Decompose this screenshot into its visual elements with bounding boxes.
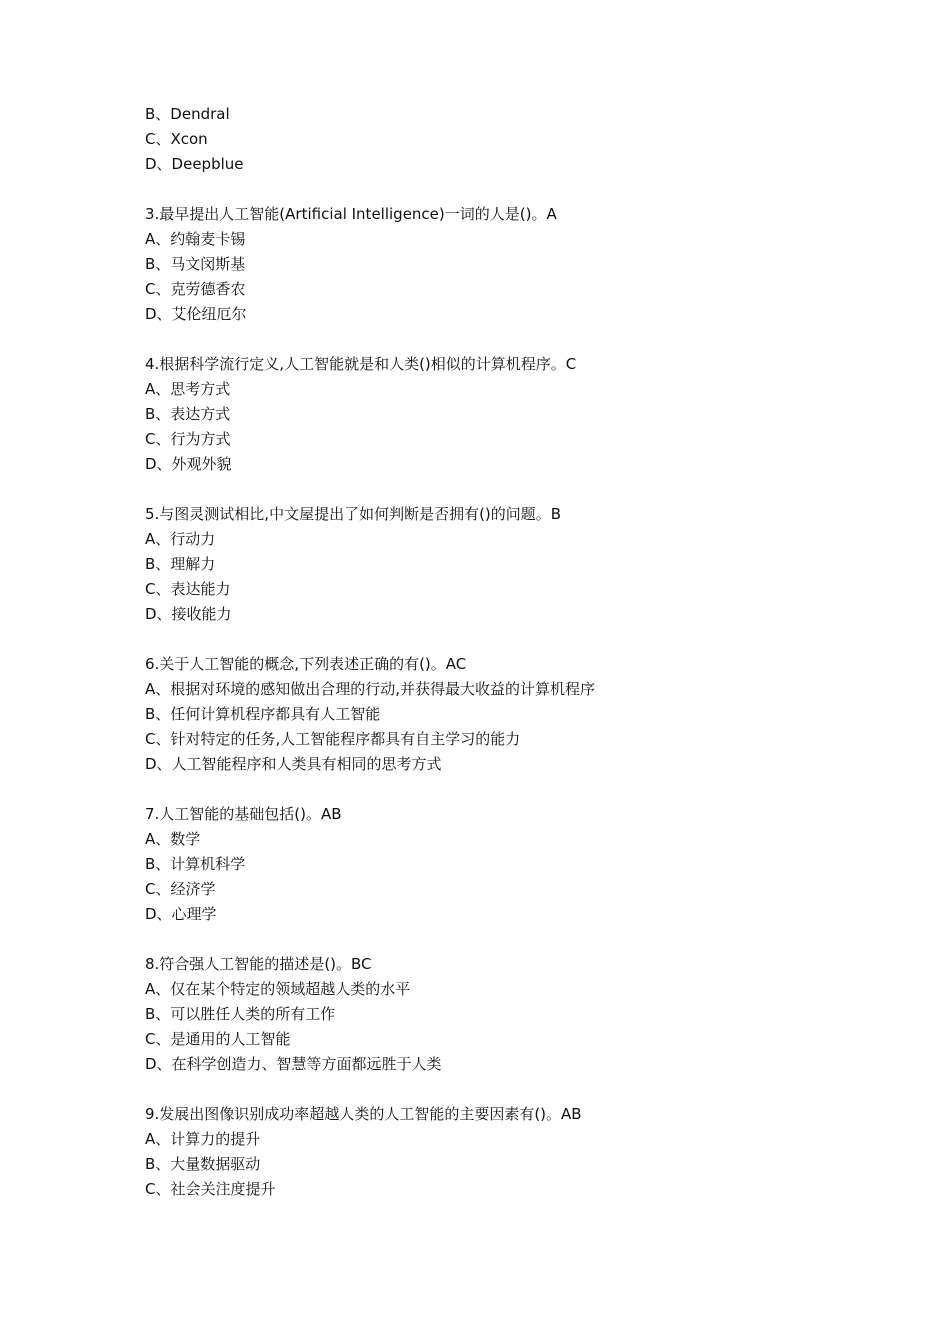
option-line: B、Dendral (145, 105, 230, 123)
option-line: C、是通用的人工智能 (145, 1030, 291, 1048)
option-line: D、Deepblue (145, 155, 244, 173)
option-line: C、针对特定的任务,人工智能程序都具有自主学习的能力 (145, 730, 521, 748)
spacer (145, 177, 845, 202)
option-line: A、思考方式 (145, 380, 231, 398)
question-line: 3.最早提出人工智能(Artificial Intelligence)一词的人是()。A (145, 205, 557, 223)
spacer (145, 777, 845, 802)
option-line: C、行为方式 (145, 430, 231, 448)
option-line: D、艾伦纽厄尔 (145, 305, 247, 323)
question-line: 4.根据科学流行定义,人工智能就是和人类()相似的计算机程序。C (145, 355, 577, 373)
option-line: D、接收能力 (145, 605, 232, 623)
question-line: 9.发展出图像识别成功率超越人类的人工智能的主要因素有()。AB (145, 1105, 582, 1123)
spacer (145, 627, 845, 652)
option-line: C、社会关注度提升 (145, 1180, 276, 1198)
option-line: A、根据对环境的感知做出合理的行动,并获得最大收益的计算机程序 (145, 680, 596, 698)
spacer (145, 477, 845, 502)
quiz-content (145, 102, 845, 1202)
option-line: A、行动力 (145, 530, 216, 548)
option-line: B、理解力 (145, 555, 216, 573)
option-line: A、仅在某个特定的领域超越人类的水平 (145, 980, 411, 998)
spacer (145, 327, 845, 352)
question-line: 7.人工智能的基础包括()。AB (145, 805, 342, 823)
spacer (145, 927, 845, 952)
option-line: C、Xcon (145, 130, 208, 148)
question-line: 8.符合强人工智能的描述是()。BC (145, 955, 372, 973)
option-line: C、表达能力 (145, 580, 231, 598)
question-line: 5.与图灵测试相比,中文屋提出了如何判断是否拥有()的问题。B (145, 505, 562, 523)
option-line: B、计算机科学 (145, 855, 246, 873)
option-line: B、可以胜任人类的所有工作 (145, 1005, 336, 1023)
option-line: C、经济学 (145, 880, 216, 898)
option-line: D、在科学创造力、智慧等方面都远胜于人类 (145, 1055, 442, 1073)
option-line: B、表达方式 (145, 405, 231, 423)
option-line: C、克劳德香农 (145, 280, 246, 298)
option-line: D、心理学 (145, 905, 217, 923)
question-line: 6.关于人工智能的概念,下列表述正确的有()。AC (145, 655, 467, 673)
option-line: B、大量数据驱动 (145, 1155, 261, 1173)
spacer (145, 1077, 845, 1102)
option-line: A、约翰麦卡锡 (145, 230, 246, 248)
option-line: B、马文闵斯基 (145, 255, 246, 273)
option-line: A、计算力的提升 (145, 1130, 261, 1148)
option-line: D、外观外貌 (145, 455, 232, 473)
option-line: A、数学 (145, 830, 201, 848)
option-line: B、任何计算机程序都具有人工智能 (145, 705, 381, 723)
option-line: D、人工智能程序和人类具有相同的思考方式 (145, 755, 442, 773)
